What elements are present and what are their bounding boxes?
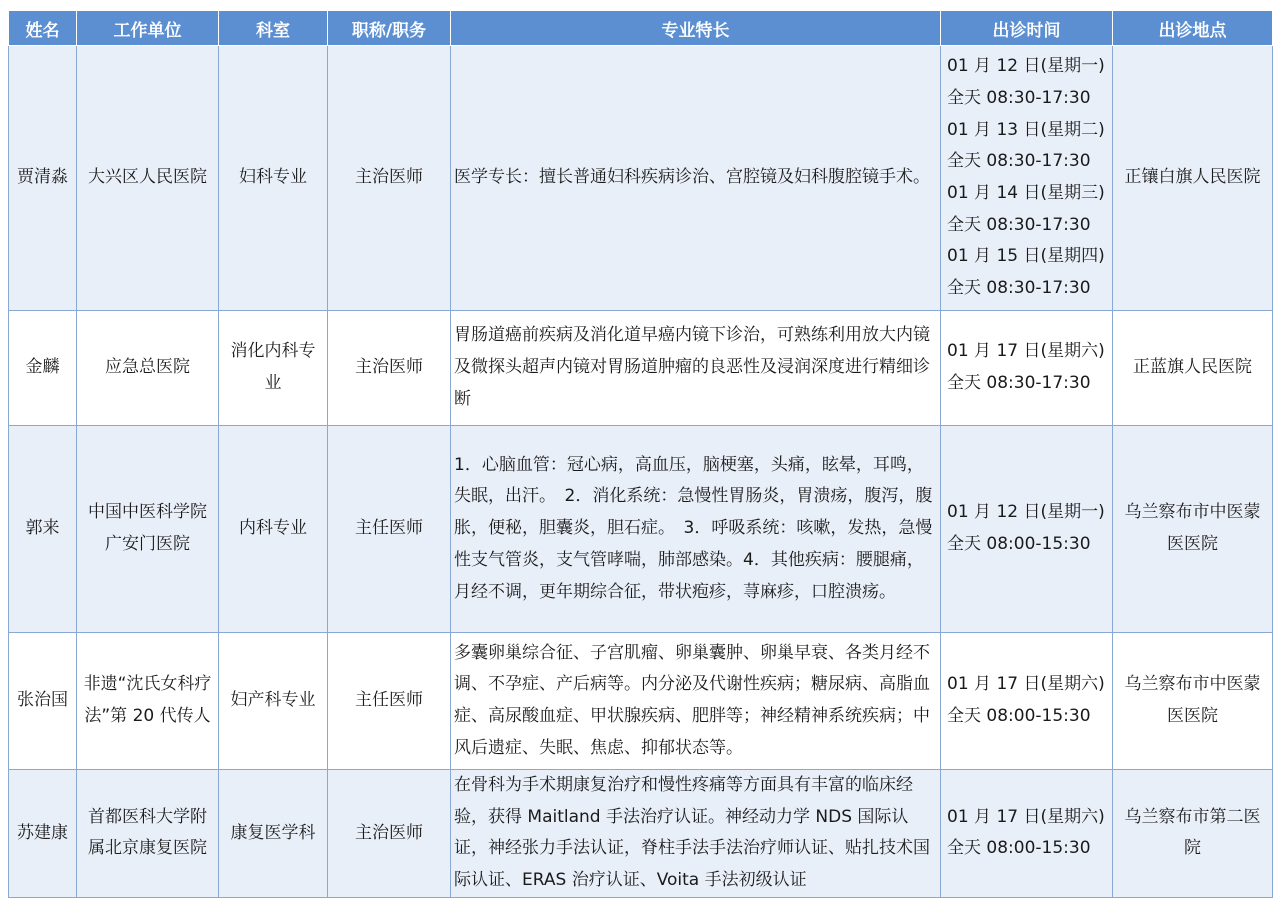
clinic-time <box>941 770 1113 898</box>
header-unit: 工作单位 <box>77 11 219 46</box>
clinic-time <box>941 426 1113 633</box>
department: 妇科专业 <box>219 46 328 311</box>
specialty: 多囊卵巢综合征、子宫肌瘤、卵巢囊肿、卵巢早衰、各类月经不调、不孕症、产后病等。内分泌及代谢性疾病；糖尿病、高脂血症、高尿酸血症、甲状腺疾病、肥胖等；神经精神系统疾病；中风后遗症、失眠、焦虑、抑郁状态等。 <box>451 633 941 770</box>
time-line: 全天 08:00-15:30 <box>947 534 1091 554</box>
header-specialty: 专业特长 <box>451 11 941 46</box>
time-line: 01 月 13 日(星期二) <box>947 119 1105 140</box>
time-line: 全天 08:00-15:30 <box>947 706 1091 726</box>
doctor-name: 贾清淼 <box>9 46 77 311</box>
time-line: 全天 08:30-17:30 <box>947 278 1091 299</box>
time-line: 01 月 12 日(星期一) <box>947 502 1105 523</box>
clinic-location: 乌兰察布市中医蒙医医院 <box>1113 633 1273 770</box>
specialty: 医学专长：擅长普通妇科疾病诊治、宫腔镜及妇科腹腔镜手术。 <box>451 46 941 311</box>
time-line: 01 月 17 日(星期六) <box>947 674 1105 695</box>
clinic-time <box>941 311 1113 426</box>
time-line: 全天 08:00-15:30 <box>947 838 1091 859</box>
header-name: 姓名 <box>9 11 77 46</box>
job-title: 主任医师 <box>328 426 451 633</box>
clinic-location: 乌兰察布市第二医院 <box>1113 770 1273 898</box>
department: 消化内科专业 <box>219 311 328 426</box>
work-unit: 应急总医院 <box>77 311 219 426</box>
header-title: 职称/职务 <box>328 11 451 46</box>
doctor-name: 张治国 <box>9 633 77 770</box>
header-location: 出诊地点 <box>1113 11 1273 46</box>
table-row <box>9 770 1273 898</box>
table-row <box>9 46 1273 311</box>
clinic-location: 正镶白旗人民医院 <box>1113 46 1273 311</box>
time-line: 01 月 14 日(星期三) <box>947 183 1105 203</box>
time-line: 全天 08:30-17:30 <box>947 214 1091 235</box>
time-line: 全天 08:30-17:30 <box>947 373 1091 393</box>
table-row <box>9 311 1273 426</box>
time-line: 01 月 17 日(星期六) <box>947 806 1105 827</box>
department: 康复医学科 <box>219 770 328 898</box>
doctor-name: 苏建康 <box>9 770 77 898</box>
header-time: 出诊时间 <box>941 11 1113 46</box>
job-title: 主治医师 <box>328 311 451 426</box>
work-unit: 非遗“沈氏女科疗法”第 20 代传人 <box>77 633 219 770</box>
doctor-name: 金麟 <box>9 311 77 426</box>
schedule-table <box>8 10 1273 898</box>
time-line: 全天 08:30-17:30 <box>947 151 1091 172</box>
header-dept: 科室 <box>219 11 328 46</box>
work-unit: 首都医科大学附属北京康复医院 <box>77 770 219 898</box>
specialty: 在骨科为手术期康复治疗和慢性疼痛等方面具有丰富的临床经验，获得 Maitland 手法治疗认证。神经动力学 NDS 国际认证，神经张力手法认证，脊柱手法手法治疗师认证、贴扎技术国际认证、ERAS 治疗认证、Voita 手法初级认证 <box>451 770 941 898</box>
time-line: 01 月 15 日(星期四) <box>947 246 1105 267</box>
table-row <box>9 426 1273 633</box>
specialty: 1．心脑血管：冠心病，高血压，脑梗塞，头痛，眩晕，耳鸣，失眠，出汗。 2．消化系统：急慢性胃肠炎，胃溃疡，腹泻，腹胀，便秘，胆囊炎，胆石症。 3．呼吸系统：咳嗽，发热，急慢性支气管炎，支气管哮喘，肺部感染。4．其他疾病：腰腿痛，月经不调，更年期综合征，带状疱疹，荨麻疹，口腔溃疡。 <box>451 426 941 633</box>
clinic-location: 正蓝旗人民医院 <box>1113 311 1273 426</box>
clinic-time <box>941 46 1113 311</box>
specialty: 胃肠道癌前疾病及消化道早癌内镜下诊治，可熟练利用放大内镜及微探头超声内镜对胃肠道肿瘤的良恶性及浸润深度进行精细诊断 <box>451 311 941 426</box>
table-row <box>9 633 1273 770</box>
time-line: 全天 08:30-17:30 <box>947 87 1091 108</box>
clinic-location: 乌兰察布市中医蒙医医院 <box>1113 426 1273 633</box>
department: 妇产科专业 <box>219 633 328 770</box>
work-unit: 中国中医科学院广安门医院 <box>77 426 219 633</box>
job-title: 主治医师 <box>328 46 451 311</box>
time-line: 01 月 12 日(星期一) <box>947 56 1105 77</box>
job-title: 主治医师 <box>328 770 451 898</box>
header-row <box>9 11 1273 46</box>
clinic-time <box>941 633 1113 770</box>
job-title: 主任医师 <box>328 633 451 770</box>
doctor-name: 郭来 <box>9 426 77 633</box>
work-unit: 大兴区人民医院 <box>77 46 219 311</box>
department: 内科专业 <box>219 426 328 633</box>
time-line: 01 月 17 日(星期六) <box>947 341 1105 362</box>
